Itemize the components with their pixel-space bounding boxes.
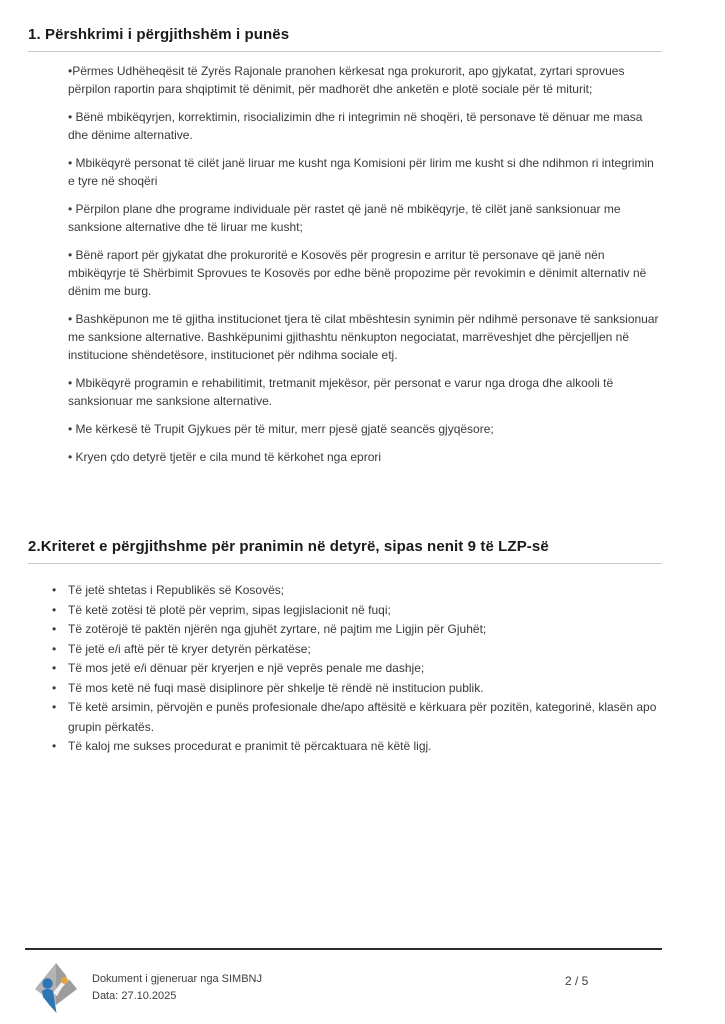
- section1-divider: [28, 51, 662, 52]
- section2-title: 2.Kriteret e përgjithshme për pranimin në detyrë, sipas nenit 9 të LZP-së: [28, 538, 549, 555]
- duty-paragraph: • Bashkëpunon me të gjitha institucionet tjera të cilat mbështesin synimin për ndihmë personave të sanksionuar me sanksione alternative. Bashkëpunimi gjithashtu nënkupton negociatat, marrëveshjet dhe përcjelljen në institucione shëndetësore, institucionet për ndihma sociale etj.: [68, 312, 659, 362]
- duty-paragraph: • Bënë mbikëqyrjen, korrektimin, risocializimin dhe ri integrimin në shoqëri, të personave të dënuar me masa dhe dënime alternative.: [68, 110, 643, 142]
- footer-meta: [92, 962, 262, 1005]
- criteria-item: [52, 620, 662, 640]
- bullet-icon: •: [52, 680, 57, 695]
- duty-paragraph: • Mbikëqyrë programin e rehabilitimit, tretmanit mjekësor, për personat e varur nga droga dhe alkooli të sanksionuar me sanksione alternative.: [68, 376, 614, 408]
- criteria-text: Të mos ketë në fuqi masë disiplinore për shkelje të rëndë në institucion publik.: [68, 680, 484, 695]
- duty-paragraph: • Me kërkesë të Trupit Gjykues për të mitur, merr pjesë gjatë seancës gjyqësore;: [68, 422, 494, 436]
- bullet-icon: •: [52, 602, 57, 617]
- criteria-text: Të mos jetë e/i dënuar për kryerjen e një veprës penale me dashje;: [68, 661, 425, 675]
- footer-divider: [25, 948, 662, 950]
- criteria-text: Të zotërojë të paktën njërën nga gjuhët zyrtare, në pajtim me Ligjin për Gjuhët;: [68, 622, 487, 636]
- page-footer: [25, 948, 662, 1014]
- criteria-list: [28, 581, 662, 757]
- criteria-item: [52, 737, 662, 757]
- section1-title: 1. Përshkrimi i përgjithshëm i punës: [28, 26, 290, 43]
- section-admission-criteria: [28, 538, 662, 757]
- bullet-icon: •: [52, 583, 57, 597]
- section-job-description: [28, 26, 662, 466]
- bullet-icon: •: [52, 641, 57, 656]
- simbnj-logo-icon: [33, 962, 79, 1014]
- page-number: 2 / 5: [565, 974, 589, 988]
- bullet-icon: •: [52, 700, 57, 714]
- duty-paragraph: • Përpilon plane dhe programe individuale për rastet që janë në mbikëqyrje, të cilët janë sanksionuar me sanksione alternative dhe të liruar me kusht;: [68, 202, 621, 234]
- criteria-item: [52, 679, 662, 699]
- criteria-item: [52, 698, 662, 737]
- date-label: Data: 27.10.2025: [92, 990, 177, 1002]
- duty-paragraph: •Përmes Udhëheqësit të Zyrës Rajonale pranohen kërkesat nga prokurorit, apo gjykatat, zyrtari sprovues përpilon raportin para shqiptimit të dënimit, për madhorët dhe anketën e plotë sociale për të miturit;: [68, 64, 625, 96]
- criteria-text: Të jetë shtetas i Republikës së Kosovës;: [68, 583, 285, 597]
- criteria-text: Të ketë zotësi të plotë për veprim, sipas legjislacionit në fuqi;: [68, 602, 391, 617]
- bullet-icon: •: [52, 739, 57, 753]
- duty-paragraph: • Mbikëqyrë personat të cilët janë liruar me kusht nga Komisioni për lirim me kusht si dhe ndihmon ri integrimin e tyre në shoqëri: [68, 156, 654, 188]
- criteria-text: Të kaloj me sukses procedurat e pranimit të përcaktuara në këtë ligj.: [68, 739, 432, 753]
- bullet-icon: •: [52, 661, 57, 675]
- document-content: [28, 26, 662, 757]
- job-duties: [68, 62, 662, 466]
- section2-divider: [28, 563, 662, 564]
- footer-row: [25, 962, 662, 1014]
- criteria-item: [52, 659, 662, 679]
- duty-paragraph: • Bënë raport për gjykatat dhe prokuroritë e Kosovës për progresin e arritur të personave që janë nën mbikëqyrje të Shërbimit Sprovues te Kosovës por edhe bënë propozime për revokimin e dënimit alternativ në dënim me burg.: [68, 248, 647, 298]
- generated-by-label: Dokument i gjeneruar nga SIMBNJ: [92, 973, 262, 985]
- duty-paragraph: • Kryen çdo detyrë tjetër e cila mund të kërkohet nga eprori: [68, 450, 382, 464]
- criteria-item: [52, 601, 662, 621]
- criteria-text: Të ketë arsimin, përvojën e punës profesionale dhe/apo aftësitë e kërkuara për pozitën, kategorinë, klasën apo grupin përkatës.: [68, 700, 657, 734]
- bullet-icon: •: [52, 622, 57, 636]
- criteria-item: [52, 581, 662, 601]
- criteria-item: [52, 640, 662, 660]
- criteria-text: Të jetë e/i aftë për të kryer detyrën përkatëse;: [68, 641, 311, 656]
